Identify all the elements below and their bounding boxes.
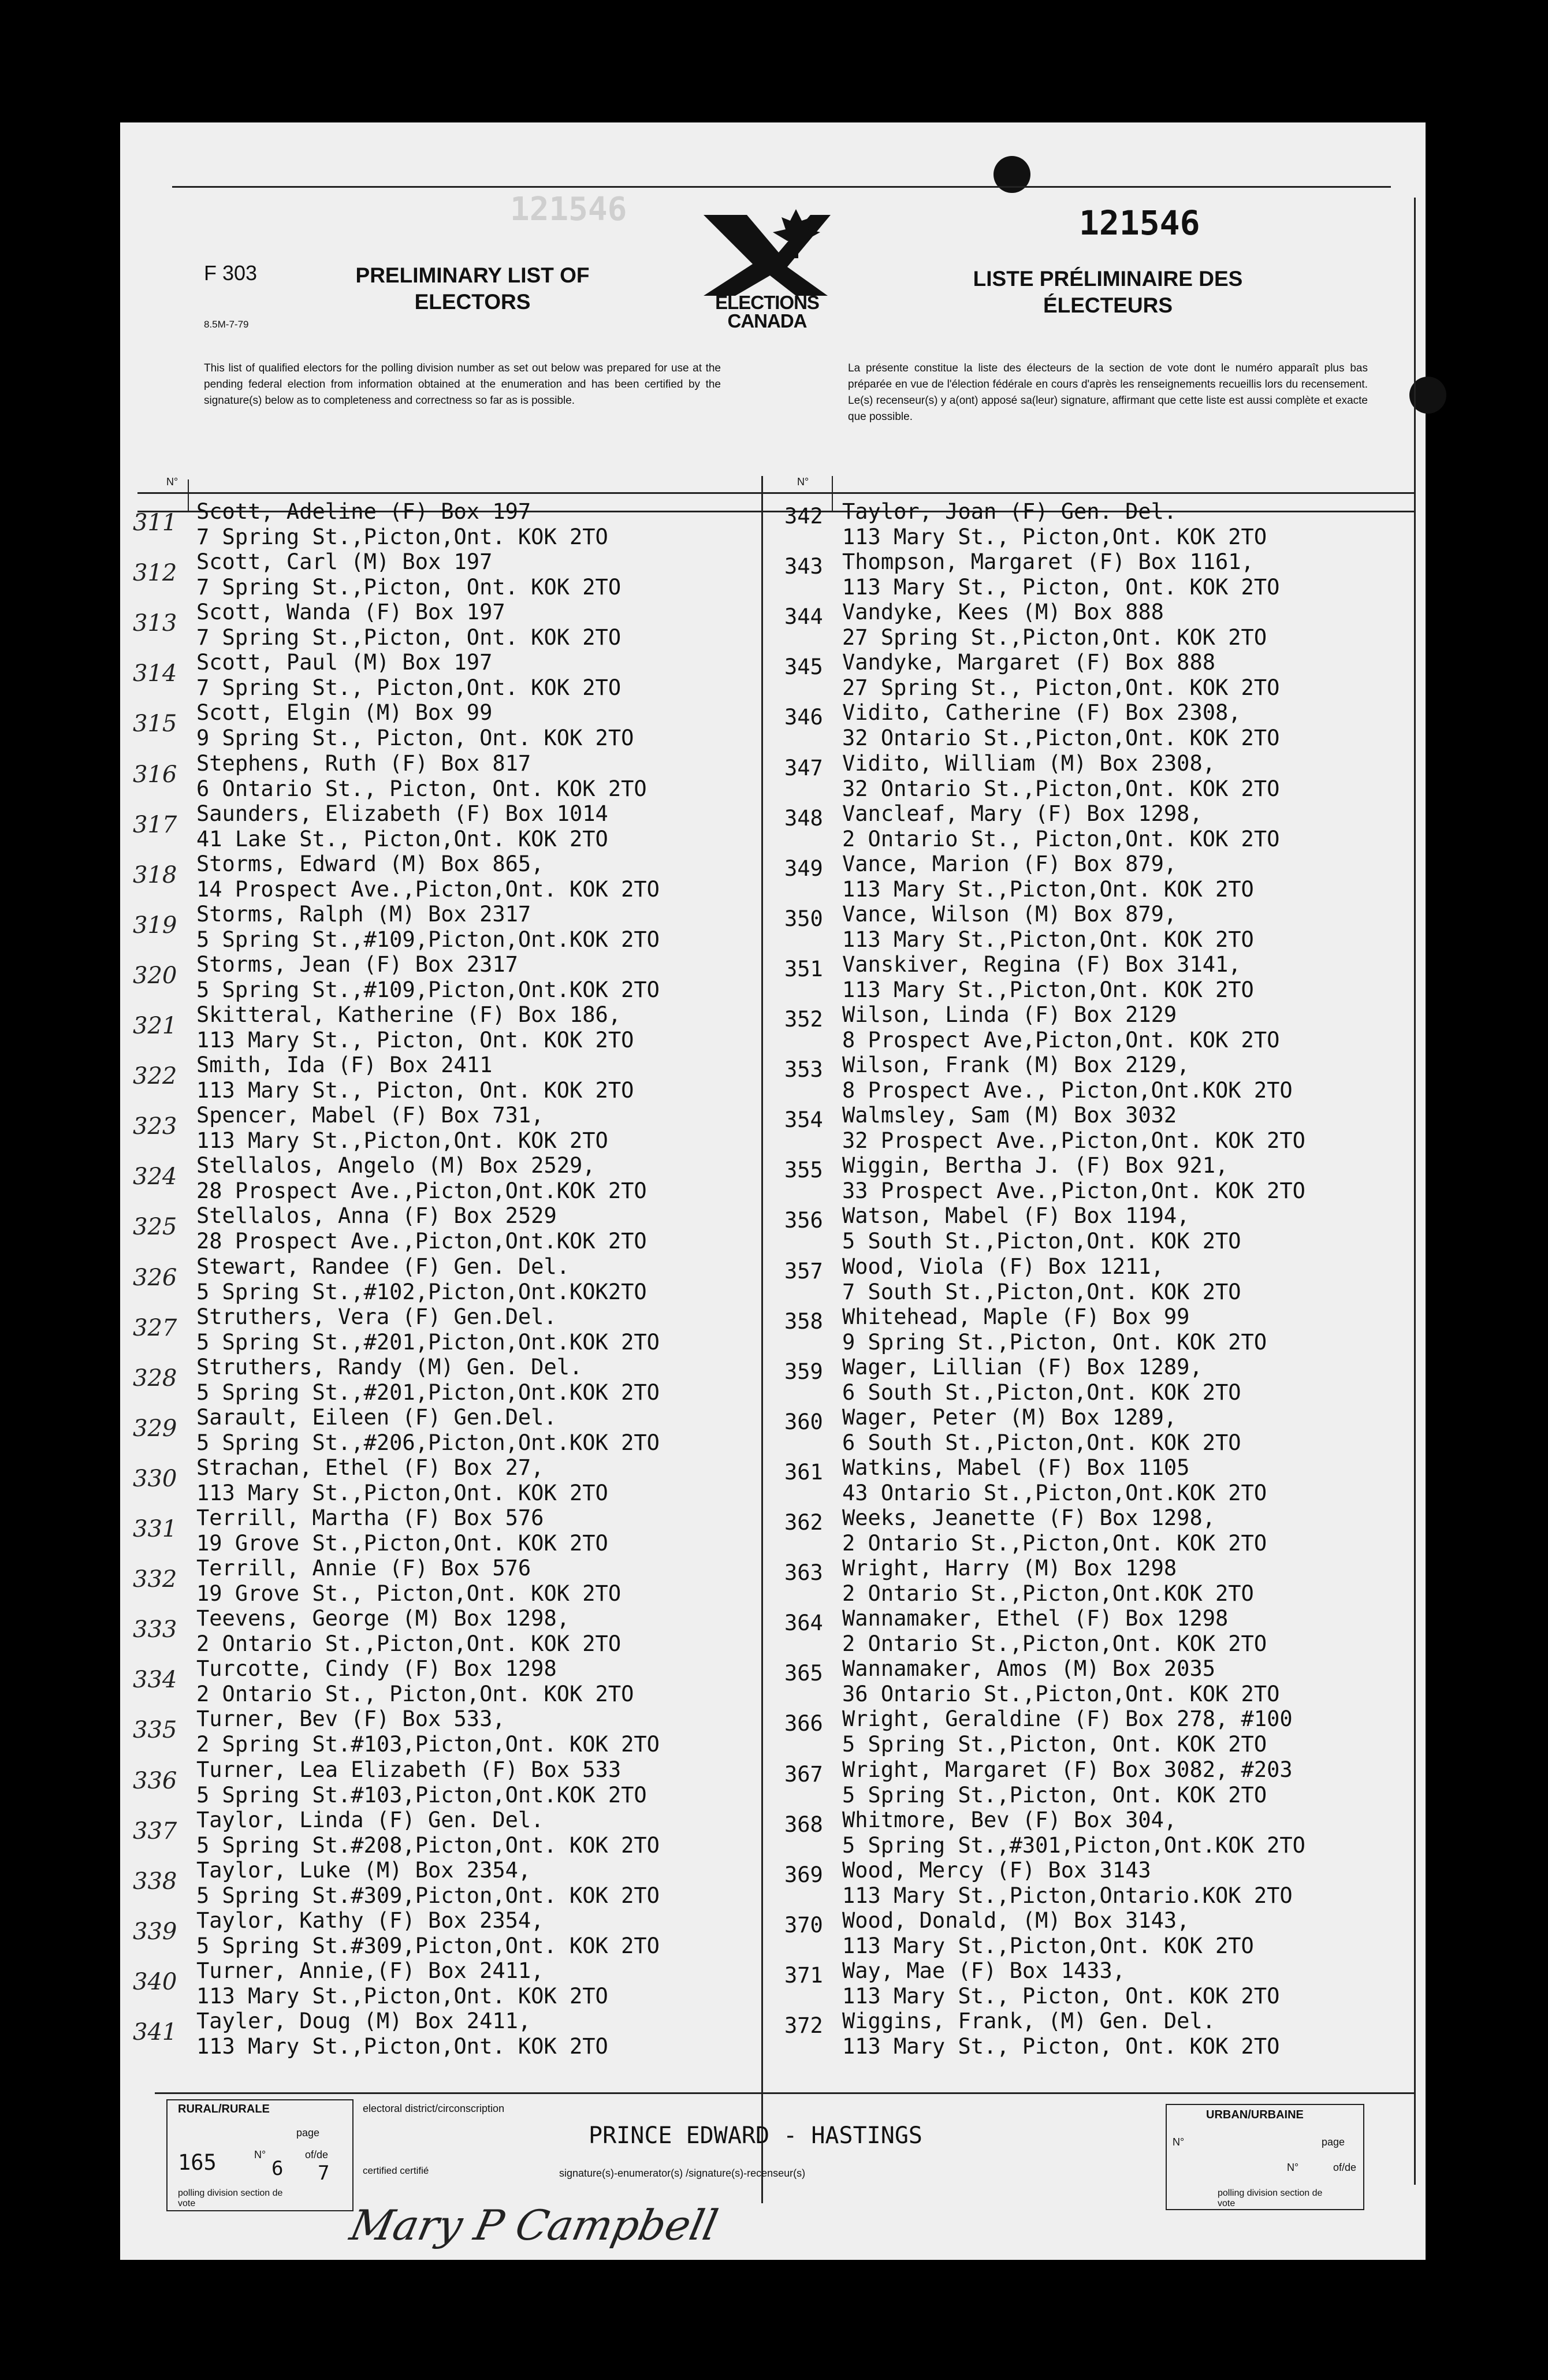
entry-number: 326 [133,1265,177,1291]
elector-address: 32 Prospect Ave.,Picton,Ont. KOK 2TO [842,1128,1305,1153]
entry-number: 351 [784,957,823,981]
entry-number: 337 [133,1818,177,1844]
entry-number: 339 [133,1918,177,1945]
elector-name: Scott, Paul (M) Box 197 [196,650,493,675]
entry-number: 352 [784,1007,823,1032]
rural-label: RURAL/RURALE [178,2103,270,2115]
elector-name: Storms, Ralph (M) Box 2317 [196,902,531,927]
entry-number: 316 [133,761,177,788]
entry-number: 360 [784,1410,823,1434]
elector-name: Vandyke, Kees (M) Box 888 [842,600,1164,624]
elector-name: Scott, Wanda (F) Box 197 [196,600,505,624]
entry-number: 321 [133,1013,177,1039]
elector-name: Stewart, Randee (F) Gen. Del. [196,1254,570,1279]
serial-number: 121546 [1079,203,1200,243]
entry-number: 331 [133,1516,177,1542]
elector-name: Turner, Lea Elizabeth (F) Box 533 [196,1757,622,1782]
entry-number: 319 [133,912,177,939]
ghost-serial: 121546 [510,191,627,228]
entry-number: 336 [133,1768,177,1794]
elector-name: Way, Mae (F) Box 1433, [842,1958,1126,1983]
elector-name: Wright, Geraldine (F) Box 278, #100 [842,1706,1293,1731]
top-rule [172,186,1391,188]
elector-address: 5 South St.,Picton,Ont. KOK 2TO [842,1229,1241,1254]
elector-address: 113 Mary St.,Picton,Ont. KOK 2TO [842,927,1254,952]
elector-address: 8 Prospect Ave., Picton,Ont.KOK 2TO [842,1078,1293,1103]
elector-name: Wood, Donald, (M) Box 3143, [842,1908,1190,1933]
entry-number: 315 [133,711,177,737]
intro-french: La présente constitue la liste des électeurs de la section de vote dont le numéro apparaît plus bas préparée en vue de l'élection fédérale en cours d'après les renseignements recueillis lors du recensement. Le(s) recenseur(s) y a(ont) apposé sa(leur) signature, affirmant que cette liste est aussi complète et exacte que possible. [848,362,1368,423]
elector-address: 5 Spring St.,#102,Picton,Ont.KOK2TO [196,1280,647,1304]
elector-name: Sarault, Eileen (F) Gen.Del. [196,1405,557,1430]
elector-name: Scott, Carl (M) Box 197 [196,549,493,574]
elector-address: 113 Mary St.,Picton,Ont. KOK 2TO [196,2034,608,2059]
entry-number: 348 [784,806,823,831]
enumerator-signature: Mary P Campbell [346,2201,723,2249]
entry-number: 364 [784,1611,823,1635]
rural-polling-label: polling division section de vote [178,2188,283,2208]
elector-address: 113 Mary St., Picton, Ont. KOK 2TO [842,575,1280,600]
intro-english: This list of qualified electors for the polling division number as set out below was prepared for use at the pending federal election from information obtained at the enumeration and has been certified by the signature(s) below as to completeness and correctness so far as is possible. [204,362,721,407]
entry-number: 327 [133,1315,177,1341]
elector-name: Skitteral, Katherine (F) Box 186, [196,1002,622,1027]
elector-name: Vance, Wilson (M) Box 879, [842,902,1177,927]
entry-number: 371 [784,1963,823,1988]
elector-address: 6 South St.,Picton,Ont. KOK 2TO [842,1380,1241,1405]
rural-page-label: page [296,2127,320,2139]
elector-name: Watson, Mabel (F) Box 1194, [842,1203,1190,1228]
elector-name: Vidito, William (M) Box 2308, [842,751,1216,776]
elector-name: Strachan, Ethel (F) Box 27, [196,1455,544,1480]
elector-name: Taylor, Luke (M) Box 2354, [196,1858,531,1883]
elector-name: Turcotte, Cindy (F) Box 1298 [196,1656,557,1681]
elector-address: 5 Spring St.#309,Picton,Ont. KOK 2TO [196,1883,660,1908]
elector-address: 5 Spring St.#208,Picton,Ont. KOK 2TO [196,1833,660,1858]
entry-number: 324 [133,1163,177,1190]
entry-number: 361 [784,1460,823,1485]
entry-number: 314 [133,660,177,687]
elector-address: 7 Spring St.,Picton,Ont. KOK 2TO [196,525,608,549]
elector-address: 5 Spring St.,#109,Picton,Ont.KOK 2TO [196,977,660,1002]
entry-number: 369 [784,1862,823,1887]
entry-number: 344 [784,604,823,629]
elector-name: Wager, Peter (M) Box 1289, [842,1405,1177,1430]
elector-address: 28 Prospect Ave.,Picton,Ont.KOK 2TO [196,1229,647,1254]
title-english: PRELIMINARY LIST OF ELECTORS [355,263,590,314]
elector-address: 113 Mary St.,Picton,Ont. KOK 2TO [842,977,1254,1002]
page-total: 7 [318,2162,330,2185]
entry-number: 359 [784,1359,823,1384]
elector-name: Storms, Jean (F) Box 2317 [196,952,518,977]
elector-address: 2 Ontario St.,Picton,Ont. KOK 2TO [196,1631,622,1656]
form-number: F 303 [204,261,258,285]
elector-name: Vidito, Catherine (F) Box 2308, [842,700,1241,725]
elector-address: 2 Ontario St.,Picton,Ont. KOK 2TO [842,1531,1267,1556]
entry-number: 358 [784,1309,823,1334]
elector-name: Wiggins, Frank, (M) Gen. Del. [842,2009,1216,2033]
elector-address: 28 Prospect Ave.,Picton,Ont.KOK 2TO [196,1178,647,1203]
entry-number: 335 [133,1717,177,1743]
footer-top-rule [155,2092,1414,2094]
elector-address: 2 Ontario St.,Picton,Ont.KOK 2TO [842,1581,1254,1606]
entry-number: 343 [784,554,823,579]
entry-number: 347 [784,756,823,780]
elector-address: 2 Ontario St., Picton,Ont. KOK 2TO [842,827,1280,851]
elector-name: Wilson, Linda (F) Box 2129 [842,1002,1177,1027]
elector-address: 113 Mary St.,Picton,Ont. KOK 2TO [842,877,1254,902]
entry-number: 311 [133,510,177,536]
elector-name: Scott, Elgin (M) Box 99 [196,700,493,725]
elector-address: 6 South St.,Picton,Ont. KOK 2TO [842,1430,1241,1455]
elector-address: 9 Spring St., Picton, Ont. KOK 2TO [196,726,634,750]
entry-number: 367 [784,1762,823,1787]
page-number: 6 [271,2157,284,2180]
urban-label: URBAN/URBAINE [1206,2108,1304,2121]
entry-number: 333 [133,1616,177,1643]
elector-name: Walmsley, Sam (M) Box 3032 [842,1103,1177,1128]
elector-address: 113 Mary St., Picton,Ont. KOK 2TO [842,525,1267,549]
entry-number: 372 [784,2013,823,2038]
elector-name: Vandyke, Margaret (F) Box 888 [842,650,1216,675]
entry-number: 357 [784,1259,823,1284]
entry-number: 341 [133,2019,177,2046]
elector-address: 5 Spring St.,Picton, Ont. KOK 2TO [842,1783,1267,1808]
elector-address: 113 Mary St.,Picton,Ont. KOK 2TO [196,1481,608,1505]
elector-address: 113 Mary St., Picton, Ont. KOK 2TO [196,1078,634,1103]
elector-address: 113 Mary St., Picton, Ont. KOK 2TO [842,2034,1280,2059]
form-print-code: 8.5M-7-79 [204,319,249,330]
entry-number: 346 [784,705,823,730]
elector-address: 7 South St.,Picton,Ont. KOK 2TO [842,1280,1241,1304]
elector-name: Tayler, Doug (M) Box 2411, [196,2009,531,2033]
elector-address: 5 Spring St.#309,Picton,Ont. KOK 2TO [196,1933,660,1958]
district-label: electoral district/circonscription [363,2103,505,2114]
elector-name: Wood, Mercy (F) Box 3143 [842,1858,1151,1883]
elector-name: Storms, Edward (M) Box 865, [196,851,544,876]
elector-name: Saunders, Elizabeth (F) Box 1014 [196,801,608,826]
elector-address: 19 Grove St., Picton,Ont. KOK 2TO [196,1581,622,1606]
entry-number: 338 [133,1868,177,1895]
elector-address: 41 Lake St., Picton,Ont. KOK 2TO [196,827,608,851]
entry-number: 320 [133,962,177,989]
col-no-left: N° [166,476,178,488]
column-divider [761,476,763,2203]
entry-number: 368 [784,1812,823,1837]
elector-address: 14 Prospect Ave.,Picton,Ont. KOK 2TO [196,877,660,902]
elector-name: Teevens, George (M) Box 1298, [196,1606,570,1631]
elector-address: 5 Spring St.,#201,Picton,Ont.KOK 2TO [196,1380,660,1405]
entry-number: 365 [784,1661,823,1686]
entry-number: 312 [133,560,177,586]
electoral-district: PRINCE EDWARD - HASTINGS [589,2122,922,2149]
elector-address: 113 Mary St.,Picton,Ont. KOK 2TO [196,1984,608,2009]
left-num-divider [188,479,189,512]
title-french: LISTE PRÉLIMINAIRE DES ÉLECTEURS [973,267,1243,317]
elector-name: Taylor, Joan (F) Gen. Del. [842,499,1177,524]
elector-address: 5 Spring St.,#201,Picton,Ont.KOK 2TO [196,1330,660,1355]
elector-address: 33 Prospect Ave.,Picton,Ont. KOK 2TO [842,1178,1305,1203]
elector-address: 5 Spring St.,Picton, Ont. KOK 2TO [842,1732,1267,1757]
elector-address: 32 Ontario St.,Picton,Ont. KOK 2TO [842,776,1280,801]
elector-address: 5 Spring St.,#109,Picton,Ont.KOK 2TO [196,927,660,952]
elector-address: 7 Spring St.,Picton, Ont. KOK 2TO [196,575,622,600]
elector-name: Wager, Lillian (F) Box 1289, [842,1355,1203,1379]
elector-name: Stellalos, Anna (F) Box 2529 [196,1203,557,1228]
elector-name: Weeks, Jeanette (F) Box 1298, [842,1505,1216,1530]
elector-name: Wannamaker, Ethel (F) Box 1298 [842,1606,1229,1631]
elector-name: Smith, Ida (F) Box 2411 [196,1053,493,1077]
elector-name: Vanskiver, Regina (F) Box 3141, [842,952,1241,977]
elector-address: 113 Mary St., Picton, Ont. KOK 2TO [196,1028,634,1053]
entry-number: 340 [133,1969,177,1995]
elector-name: Vance, Marion (F) Box 879, [842,851,1177,876]
urban-page-no-label: N° [1287,2162,1299,2173]
elector-name: Stephens, Ruth (F) Box 817 [196,751,531,776]
entry-number: 342 [784,504,823,529]
elector-address: 32 Ontario St.,Picton,Ont. KOK 2TO [842,726,1280,750]
elector-address: 5 Spring St.,#301,Picton,Ont.KOK 2TO [842,1833,1305,1858]
elector-name: Struthers, Randy (M) Gen. Del. [196,1355,583,1379]
elector-address: 113 Mary St.,Picton,Ont. KOK 2TO [196,1128,608,1153]
entry-number: 355 [784,1158,823,1182]
elector-name: Wilson, Frank (M) Box 2129, [842,1053,1190,1077]
elector-name: Scott, Adeline (F) Box 197 [196,499,531,524]
urban-page-label: page [1322,2136,1345,2148]
elector-address: 113 Mary St.,Picton,Ont. KOK 2TO [842,1933,1254,1958]
logo-wordmark: ELECTIONS CANADA [715,292,819,332]
elector-name: Stellalos, Angelo (M) Box 2529, [196,1153,596,1178]
elector-name: Terrill, Annie (F) Box 576 [196,1556,531,1581]
elector-address: 5 Spring St.,#206,Picton,Ont.KOK 2TO [196,1430,660,1455]
entry-number: 354 [784,1107,823,1132]
rural-of-label: of/de [305,2149,329,2160]
elector-address: 7 Spring St., Picton,Ont. KOK 2TO [196,675,622,700]
entry-number: 328 [133,1365,177,1392]
elector-name: Turner, Annie,(F) Box 2411, [196,1958,544,1983]
elector-address: 2 Ontario St., Picton,Ont. KOK 2TO [196,1682,634,1706]
urban-of-label: of/de [1333,2162,1357,2173]
right-num-divider [832,476,833,512]
polling-division-number: 165 [178,2150,217,2175]
urban-polling-label: polling division section de vote [1218,2188,1323,2208]
elector-name: Taylor, Kathy (F) Box 2354, [196,1908,544,1933]
entry-number: 363 [784,1560,823,1585]
entry-number: 362 [784,1510,823,1535]
certified-label: certified certifié [363,2165,429,2176]
elector-name: Whitehead, Maple (F) Box 99 [842,1304,1190,1329]
entry-number: 330 [133,1466,177,1492]
entry-number: 323 [133,1113,177,1140]
elector-address: 113 Mary St.,Picton,Ontario.KOK 2TO [842,1883,1293,1908]
entry-number: 334 [133,1667,177,1693]
rural-no-label: N° [254,2149,266,2160]
entry-number: 356 [784,1208,823,1233]
elector-name: Struthers, Vera (F) Gen.Del. [196,1304,557,1329]
elector-name: Thompson, Margaret (F) Box 1161, [842,549,1254,574]
elector-address: 6 Ontario St., Picton, Ont. KOK 2TO [196,776,647,801]
elector-name: Wannamaker, Amos (M) Box 2035 [842,1656,1216,1681]
elector-address: 113 Mary St., Picton, Ont. KOK 2TO [842,1984,1280,2009]
elector-address: 8 Prospect Ave,Picton,Ont. KOK 2TO [842,1028,1280,1053]
entry-number: 353 [784,1057,823,1082]
elector-name: Watkins, Mabel (F) Box 1105 [842,1455,1190,1480]
elector-address: 27 Spring St., Picton,Ont. KOK 2TO [842,675,1280,700]
elector-name: Wright, Margaret (F) Box 3082, #203 [842,1757,1293,1782]
elector-address: 36 Ontario St.,Picton,Ont. KOK 2TO [842,1682,1280,1706]
elector-name: Turner, Bev (F) Box 533, [196,1706,505,1731]
elector-name: Terrill, Martha (F) Box 576 [196,1505,544,1530]
entry-number: 370 [784,1913,823,1938]
entry-number: 332 [133,1566,177,1593]
electors-list-form [120,122,1426,2260]
urban-no-label: N° [1173,2136,1185,2148]
entry-number: 366 [784,1711,823,1736]
elector-address: 7 Spring St.,Picton, Ont. KOK 2TO [196,625,622,650]
entry-number: 349 [784,856,823,881]
entry-number: 325 [133,1214,177,1240]
elector-address: 9 Spring St.,Picton, Ont. KOK 2TO [842,1330,1267,1355]
elector-address: 5 Spring St.#103,Picton,Ont.KOK 2TO [196,1783,647,1808]
list-top-rule [137,492,1414,494]
elector-name: Spencer, Mabel (F) Box 731, [196,1103,544,1128]
right-border [1414,198,1416,2185]
entry-number: 318 [133,862,177,888]
elector-address: 27 Spring St.,Picton,Ont. KOK 2TO [842,625,1267,650]
elector-name: Whitmore, Bev (F) Box 304, [842,1808,1177,1832]
col-no-right: N° [797,476,809,488]
elector-name: Vancleaf, Mary (F) Box 1298, [842,801,1203,826]
elector-name: Wright, Harry (M) Box 1298 [842,1556,1177,1581]
entry-number: 345 [784,654,823,679]
entry-number: 317 [133,812,177,838]
elector-address: 43 Ontario St.,Picton,Ont.KOK 2TO [842,1481,1267,1505]
entry-number: 322 [133,1063,177,1089]
signature-label: signature(s)-enumerator(s) /signature(s)-recenseur(s) [559,2167,806,2179]
entry-number: 313 [133,610,177,637]
entry-number: 329 [133,1415,177,1442]
elector-name: Wood, Viola (F) Box 1211, [842,1254,1164,1279]
elector-name: Taylor, Linda (F) Gen. Del. [196,1808,544,1832]
elector-address: 2 Ontario St.,Picton,Ont. KOK 2TO [842,1631,1267,1656]
elector-address: 2 Spring St.#103,Picton,Ont. KOK 2TO [196,1732,660,1757]
entry-number: 350 [784,906,823,931]
elector-name: Wiggin, Bertha J. (F) Box 921, [842,1153,1229,1178]
elector-address: 19 Grove St.,Picton,Ont. KOK 2TO [196,1531,608,1556]
